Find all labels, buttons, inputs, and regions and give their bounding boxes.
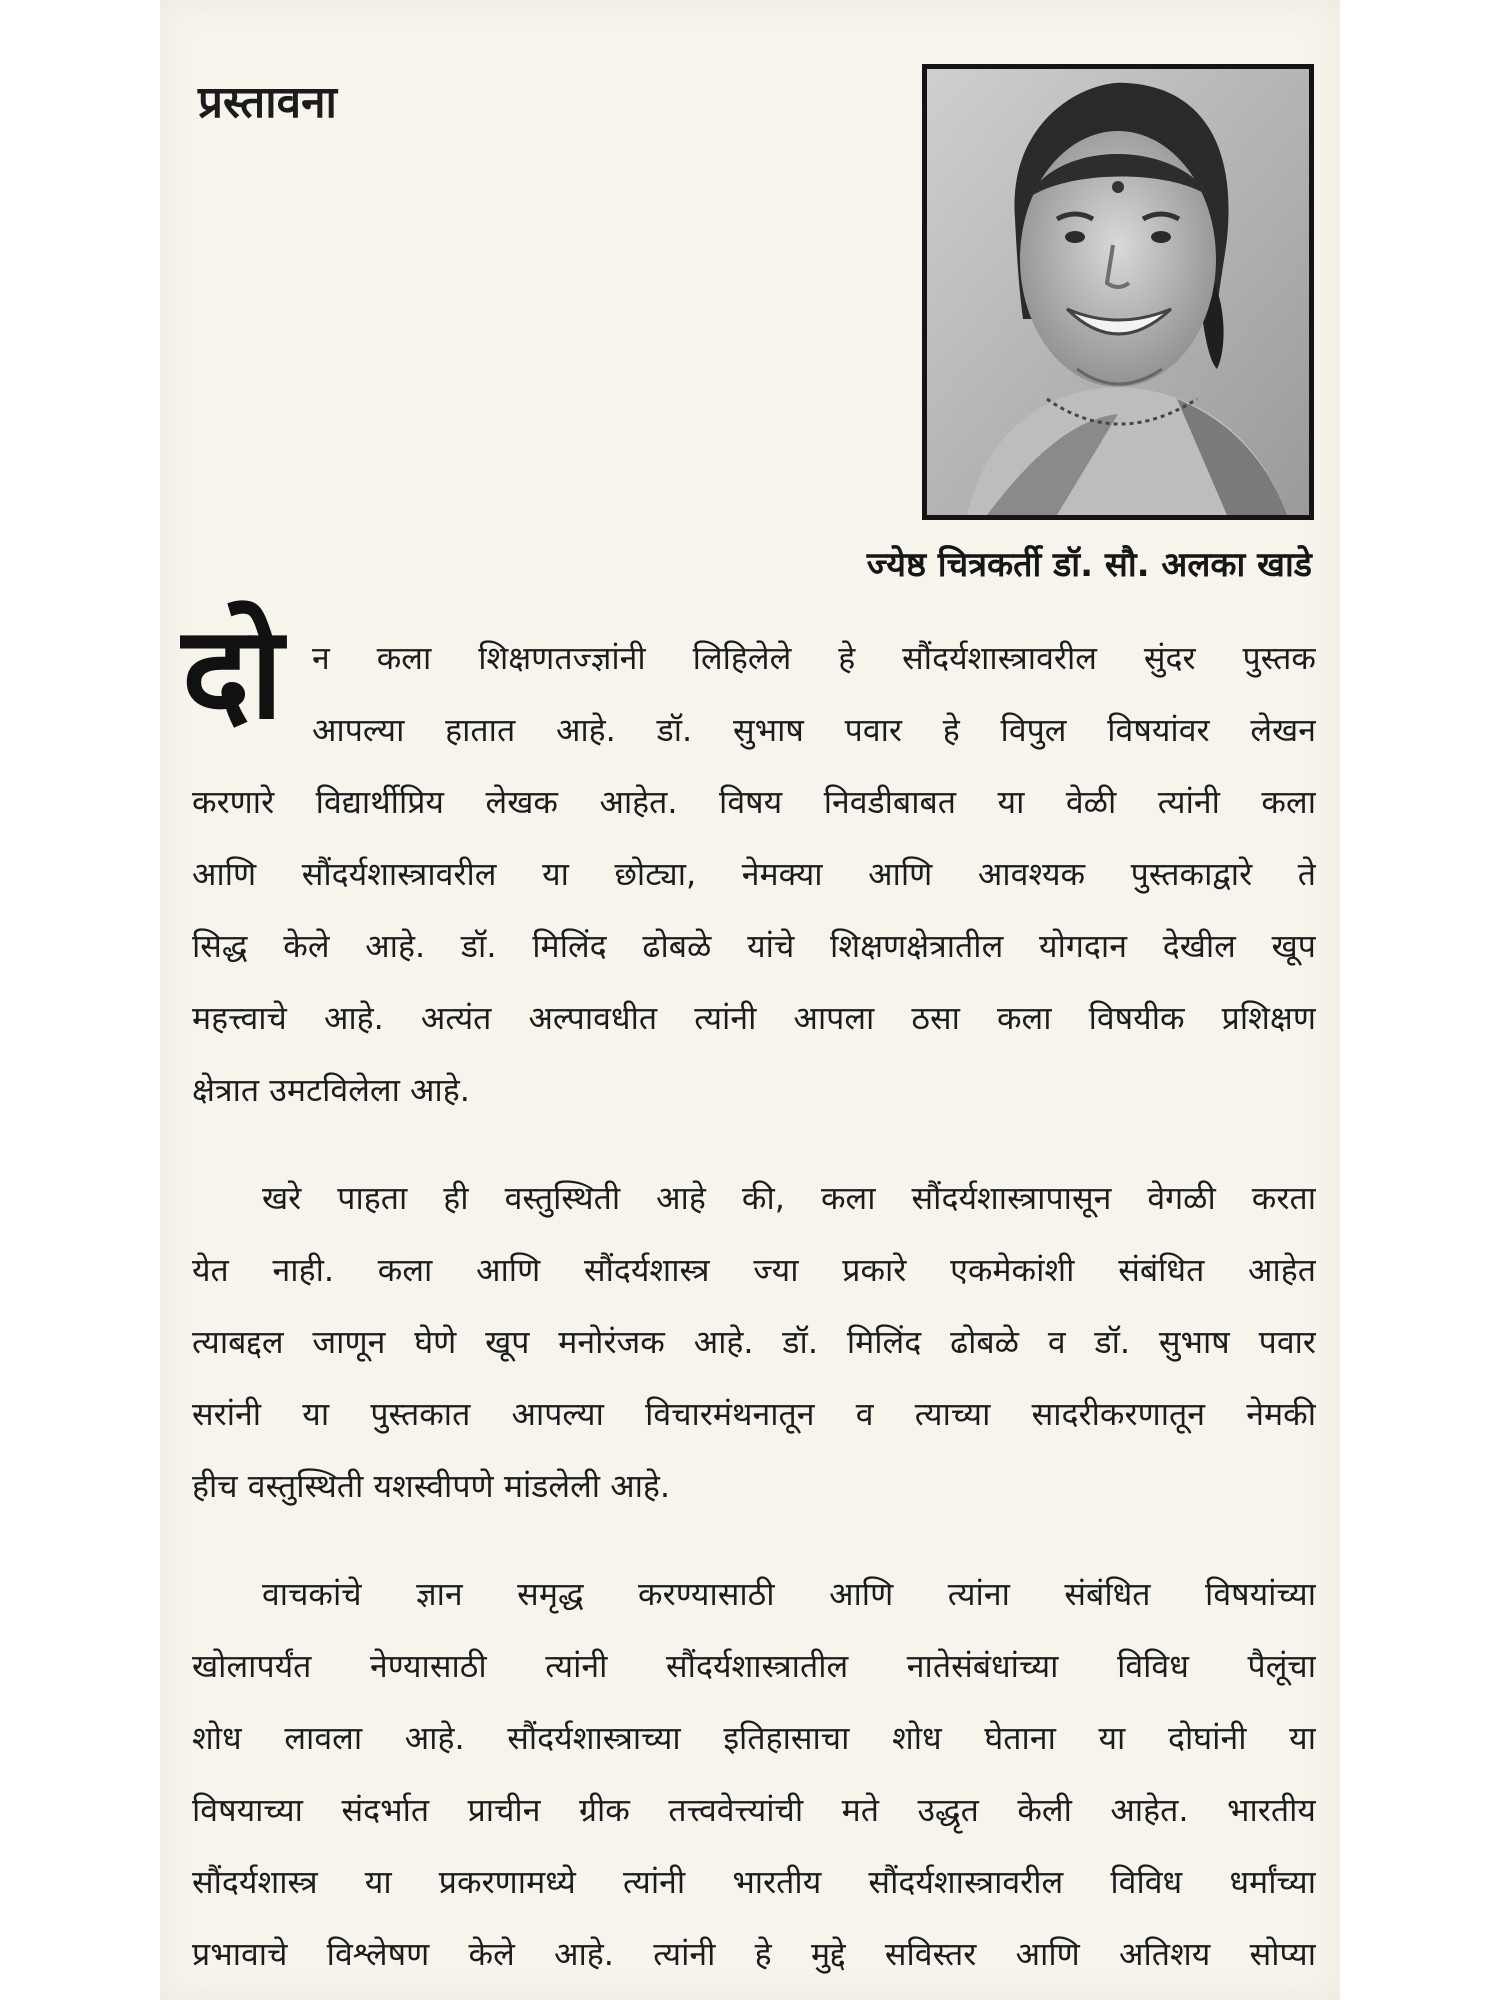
photo-caption: ज्येष्ठ चित्रकर्ती डॉ. सौ. अलका खाडे [866, 545, 1312, 585]
text-line: सिद्ध केले आहे. डॉ. मिलिंद ढोबळे यांचे शिक्षणक्षेत्रातील योगदान देखील खूप [192, 927, 1316, 965]
text-line: हीच वस्तुस्थिती यशस्वीपणे मांडलेली आहे. [192, 1467, 671, 1505]
body-text [192, 622, 1316, 1990]
text-line: त्याबद्दल जाणून घेणे खूप मनोरंजक आहे. डॉ. मिलिंद ढोबळे व डॉ. सुभाष पवार [192, 1323, 1316, 1361]
text-line: खरे पाहता ही वस्तुस्थिती आहे की, कला सौंदर्यशास्त्रापासून वेगळी करता [262, 1179, 1316, 1217]
text-line: आपल्या हातात आहे. डॉ. सुभाष पवार हे विपुल विषयांवर लेखन [312, 711, 1316, 749]
text-line: येत नाही. कला आणि सौंदर्यशास्त्र ज्या प्रकारे एकमेकांशी संबंधित आहेत [192, 1251, 1316, 1289]
text-line: वाचकांचे ज्ञान समृद्ध करण्यासाठी आणि त्यांना संबंधित विषयांच्या [262, 1575, 1316, 1613]
text-line: शोध लावला आहे. सौंदर्यशास्त्राच्या इतिहासाचा शोध घेताना या दोघांनी या [192, 1719, 1316, 1757]
page-title: प्रस्तावना [198, 77, 337, 128]
text-line: सरांनी या पुस्तकात आपल्या विचारमंथनातून व त्याच्या सादरीकरणातून नेमकी [192, 1395, 1316, 1433]
book-page [160, 0, 1340, 2000]
portrait-illustration [927, 69, 1309, 515]
drop-cap: दो [182, 598, 284, 748]
text-line: आणि सौंदर्यशास्त्रावरील या छोट्या, नेमक्या आणि आवश्यक पुस्तकाद्वारे ते [192, 855, 1316, 893]
text-line: खोलापर्यंत नेण्यासाठी त्यांनी सौंदर्यशास्त्रातील नातेसंबंधांच्या विविध पैलूंचा [192, 1647, 1316, 1685]
text-line: सौंदर्यशास्त्र या प्रकरणामध्ये त्यांनी भारतीय सौंदर्यशास्त्रावरील विविध धर्मांच्या [192, 1863, 1316, 1901]
text-line: न कला शिक्षणतज्ज्ञांनी लिहिलेले हे सौंदर्यशास्त्रावरील सुंदर पुस्तक [312, 639, 1316, 677]
text-line: महत्त्वाचे आहे. अत्यंत अल्पावधीत त्यांनी आपला ठसा कला विषयीक प्रशिक्षण [192, 999, 1316, 1037]
text-line: करणारे विद्यार्थीप्रिय लेखक आहेत. विषय निवडीबाबत या वेळी त्यांनी कला [192, 783, 1316, 821]
text-line: क्षेत्रात उमटविलेला आहे. [192, 1071, 470, 1109]
text-line: प्रभावाचे विश्लेषण केले आहे. त्यांनी हे मुद्दे सविस्तर आणि अतिशय सोप्या [192, 1935, 1316, 1973]
author-portrait-photo [922, 64, 1314, 520]
text-line: विषयाच्या संदर्भात प्राचीन ग्रीक तत्त्ववेत्त्यांची मते उद्धृत केली आहेत. भारतीय [192, 1791, 1316, 1829]
